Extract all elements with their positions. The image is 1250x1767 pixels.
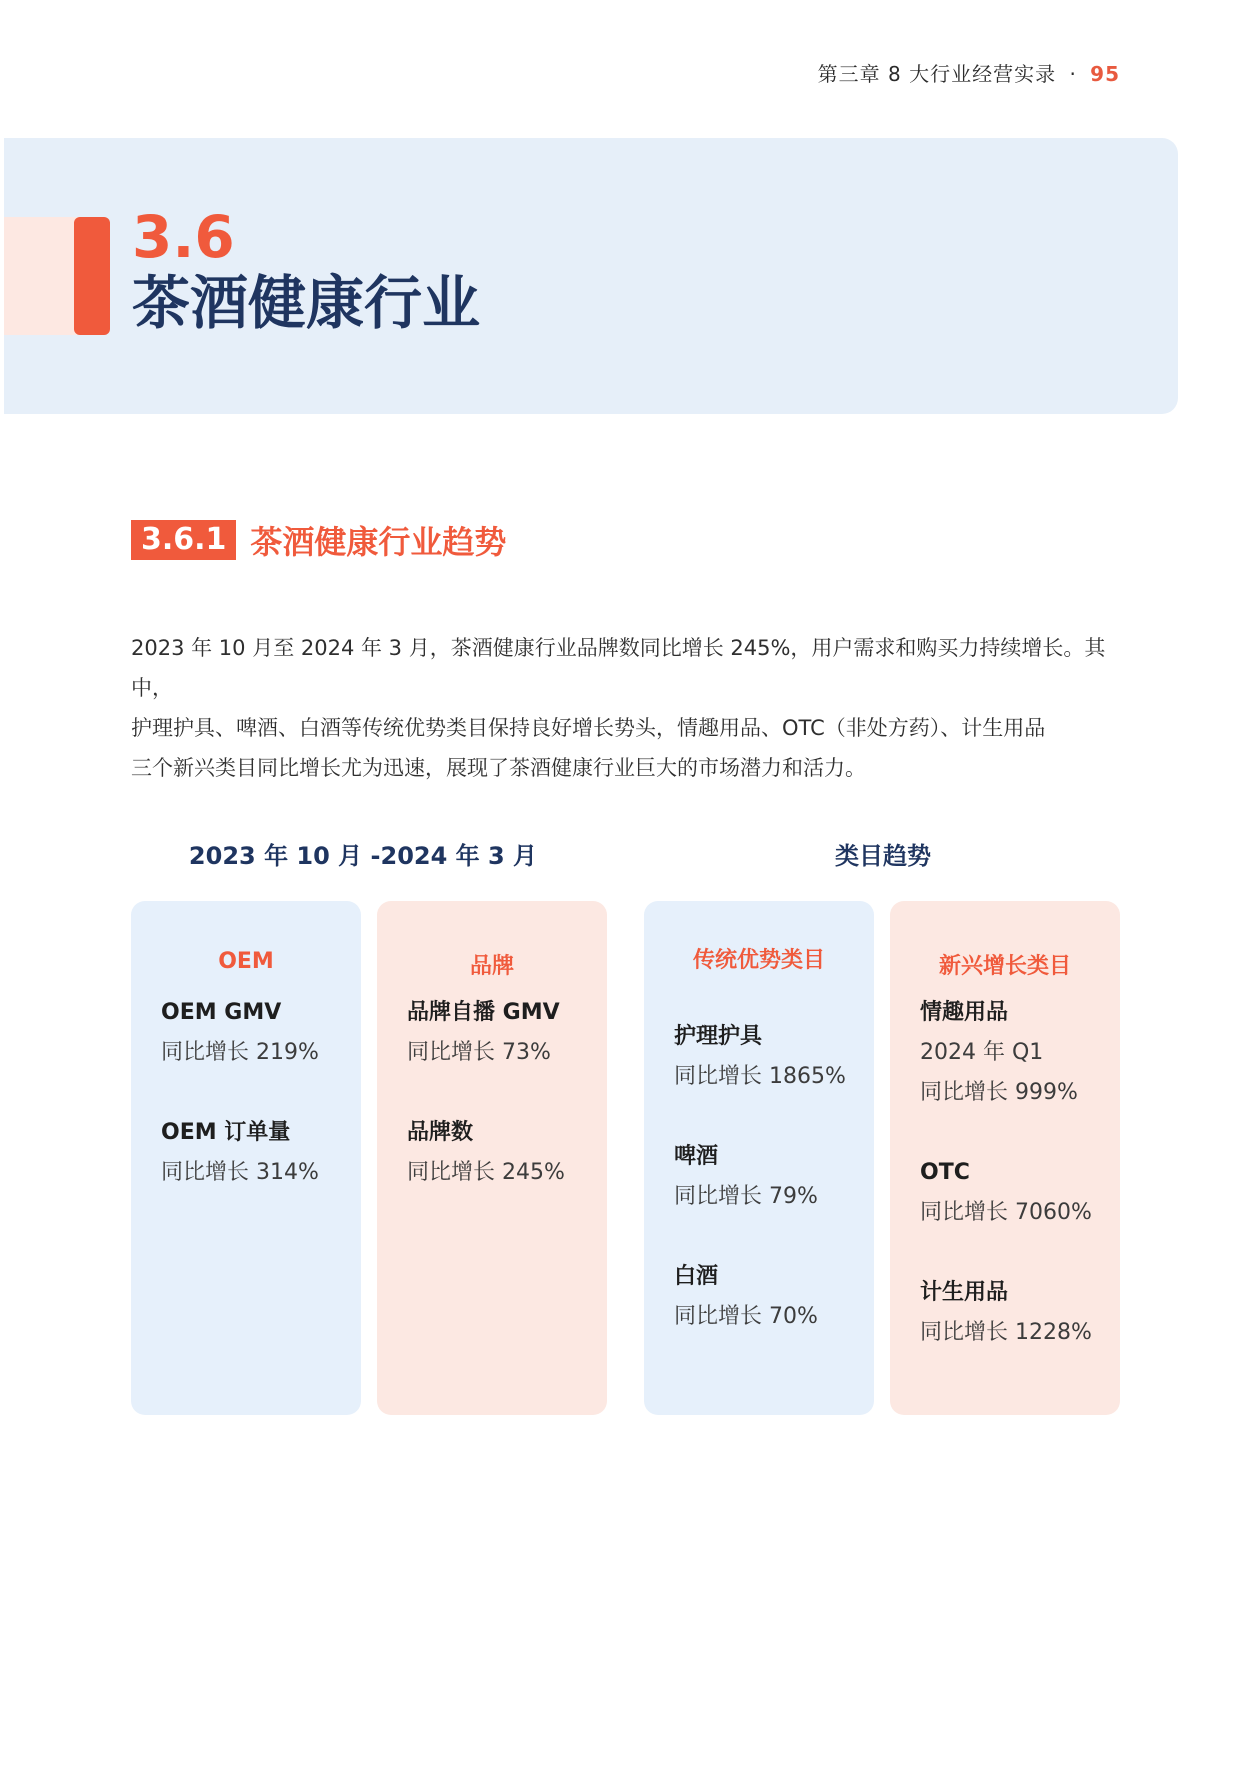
running-header	[818, 58, 1120, 87]
item-label: 白酒	[674, 1264, 719, 1289]
item-value: 同比增长 1865%	[674, 1064, 846, 1089]
card-title: OEM	[218, 949, 274, 974]
card-item	[920, 1153, 1092, 1233]
card-item	[674, 1137, 818, 1217]
item-value: 同比增长 1228%	[920, 1320, 1092, 1345]
item-value: 同比增长 73%	[407, 1040, 551, 1065]
item-value: 同比增长 7060%	[920, 1200, 1092, 1225]
intro-paragraph	[131, 628, 1127, 788]
card-item	[161, 1113, 319, 1193]
item-label: OEM GMV	[161, 1000, 282, 1025]
item-label: 计生用品	[920, 1280, 1009, 1305]
card-item	[920, 993, 1078, 1113]
emerging-category-card	[890, 901, 1120, 1415]
brand-card	[377, 901, 607, 1415]
card-item	[920, 1273, 1092, 1353]
period-title: 2023 年 10 月 -2024 年 3 月	[188, 842, 538, 870]
card-item	[161, 993, 319, 1073]
item-sub: 2024 年 Q1	[920, 1040, 1044, 1065]
intro-line: 三个新兴类目同比增长尤为迅速，展现了茶酒健康行业巨大的市场潜力和活力。	[131, 756, 866, 780]
card-item	[407, 993, 560, 1073]
category-trend-title: 类目趋势	[835, 842, 931, 870]
item-label: 品牌数	[407, 1120, 474, 1145]
item-label: OTC	[920, 1160, 970, 1185]
chapter-title: 8 大行业经营实录	[887, 62, 1057, 86]
item-label: 品牌自播 GMV	[407, 1000, 560, 1025]
chapter-label: 第三章	[817, 62, 881, 86]
banner-accent-pink	[4, 217, 82, 335]
subsection-number: 3.6.1	[131, 520, 236, 560]
item-value: 同比增长 79%	[674, 1184, 818, 1209]
traditional-category-card	[644, 901, 874, 1415]
intro-line: 护理护具、啤酒、白酒等传统优势类目保持良好增长势头，情趣用品、OTC（非处方药）、计生用品	[131, 716, 1046, 740]
card-item	[674, 1257, 818, 1337]
item-value: 同比增长 70%	[674, 1304, 818, 1329]
section-number: 3.6	[132, 203, 235, 271]
item-value: 同比增长 219%	[161, 1040, 319, 1065]
card-title: 新兴增长类目	[938, 954, 1071, 979]
card-title: 品牌	[469, 954, 514, 979]
subsection-title: 茶酒健康行业趋势	[250, 523, 507, 561]
header-separator: ·	[1069, 62, 1077, 86]
item-label: 护理护具	[674, 1024, 763, 1049]
item-label: OEM 订单量	[161, 1120, 291, 1145]
banner-accent-bar	[74, 217, 110, 335]
item-value: 同比增长 314%	[161, 1160, 319, 1185]
page-number: 95	[1090, 62, 1120, 86]
oem-card	[131, 901, 361, 1415]
item-value: 同比增长 245%	[407, 1160, 565, 1185]
section-title: 茶酒健康行业	[132, 269, 481, 337]
item-label: 情趣用品	[920, 1000, 1009, 1025]
item-value: 同比增长 999%	[920, 1080, 1078, 1105]
intro-line: 2023 年 10 月至 2024 年 3 月，茶酒健康行业品牌数同比增长 245%，用户需求和购买力持续增长。其中，	[131, 636, 1106, 700]
item-label: 啤酒	[674, 1144, 719, 1169]
card-title: 传统优势类目	[692, 948, 825, 973]
card-item	[407, 1113, 565, 1193]
card-item	[674, 1017, 846, 1097]
subsection-heading	[131, 520, 506, 560]
